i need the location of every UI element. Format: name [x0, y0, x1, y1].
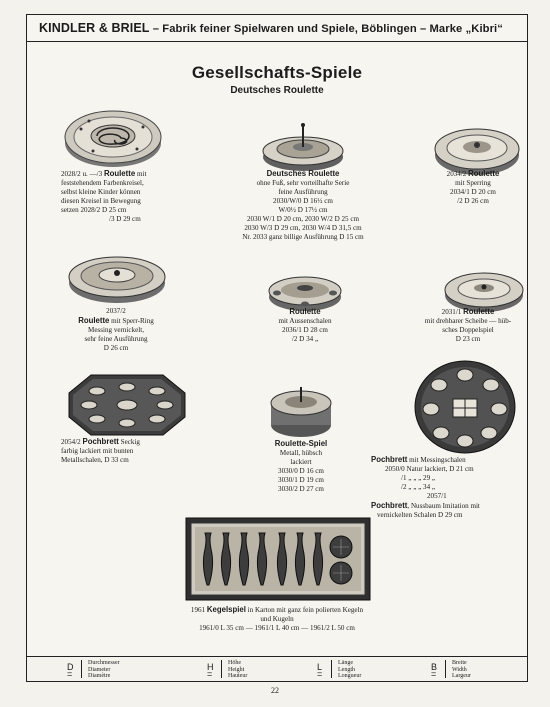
roulette-2037-image — [67, 247, 167, 307]
product-name: Kegelspiel — [206, 605, 246, 614]
pochbrett-2050-image — [413, 359, 517, 455]
caption-roulette-2037: 2037/2 Roulette mit Sperr-Ring Messing vernickelt, sehr feine Ausführung D 26 cm — [78, 307, 154, 352]
product-name: Deutsches Roulette — [266, 169, 340, 178]
product-name: Pochbrett — [82, 437, 119, 446]
page-header — [27, 15, 527, 42]
kegelspiel-image — [185, 517, 371, 601]
caption-kegelspiel: 1961 Kegelspiel in Karton mit ganz fein polierten Kegeln und Kugeln 1961/0 L 35 cm — 1961/1 L 40 cm — 1961/2 L 50 cm — [190, 605, 364, 632]
roulette-2028-image — [63, 101, 163, 171]
caption-roulette-2031: 2031/1 Roulette mit drehbarer Scheibe — hüb- sches Doppelspiel D 23 cm — [424, 307, 512, 343]
roulette-spiel-image — [269, 383, 333, 439]
product-name: Roulette — [468, 169, 500, 178]
caption-roulette-2034: 2034/2 Roulette mit Sperring 2034/1 D 20 cm /2 D 26 cm — [446, 169, 500, 205]
caption-deutsches-roulette: Deutsches Roulette ohne Fuß, sehr vorteilhafte Serie feine Ausführung 2030/W/0 D 16½ cm W/0½ D 17½ cm 2030 W/1 D 20 cm, 2030 W/2 D 25 cm 2030 W/3 D 29 cm, 2030 W/4 D 31,5 cm Nr. 2033 ganz billige Ausführung D 15 cm — [242, 169, 364, 241]
product-name: Pochbrett — [371, 455, 408, 464]
caption-roulette-2028: 2028/2 u. —/3 Roulette mit feststehendem Farbenkreisel, selbst kleine Kinder können diesen Kreisel in Bewegung setzen 2028/2 D 25 cm /3 D 29 cm — [61, 169, 147, 223]
caption-roulette-spiel: Roulette-Spiel Metall, hübsch lackiert 3030/0 D 16 cm 3030/1 D 19 cm 3030/2 D 27 cm — [274, 439, 328, 493]
deutsches-roulette-image — [261, 121, 345, 173]
product-name: Roulette — [463, 307, 495, 316]
brand-name: KINDLER & BRIEL — [39, 21, 150, 35]
page-number: 22 — [271, 686, 279, 695]
header-text: – Fabrik feiner Spielwaren und Spiele, Böblingen – Marke „Kibri“ — [152, 23, 503, 35]
pochbrett-2054-image — [67, 373, 187, 437]
page-subtitle: Deutsches Roulette — [230, 85, 324, 96]
caption-roulette-aussenschalen: Roulette mit Aussenschalen 2036/1 D 28 cm /2 D 34 „ — [278, 307, 332, 343]
catalog-page-frame — [26, 14, 528, 657]
product-name: Roulette — [103, 169, 136, 178]
product-name: Roulette-Spiel — [274, 439, 328, 448]
legend-bar: D = Durchmesser Diameter Diamètre H = Höhe Height Hauteur L = Länge Length Longueur B = Breite Width Largeur — [26, 657, 528, 682]
page-title: Gesellschafts-Spiele — [191, 63, 363, 82]
caption-pochbrett-2054: 2054/2 Pochbrett Seckig farbig lackiert mit bunten Metallschalen, D 33 cm — [61, 437, 140, 464]
product-name: Roulette — [289, 307, 321, 316]
product-name: Roulette — [78, 316, 110, 325]
product-name: Pochbrett — [371, 501, 408, 510]
caption-pochbrett-2050: Pochbrett mit Messingschalen 2050/0 Natur lackiert, D 21 cm /1 „ „ „ 29 „ /2 „ „ „ 34 „ 2057/1 Pochbrett, Nussbaum Imitation mit vernickelten Schalen D 29 cm — [371, 455, 480, 519]
